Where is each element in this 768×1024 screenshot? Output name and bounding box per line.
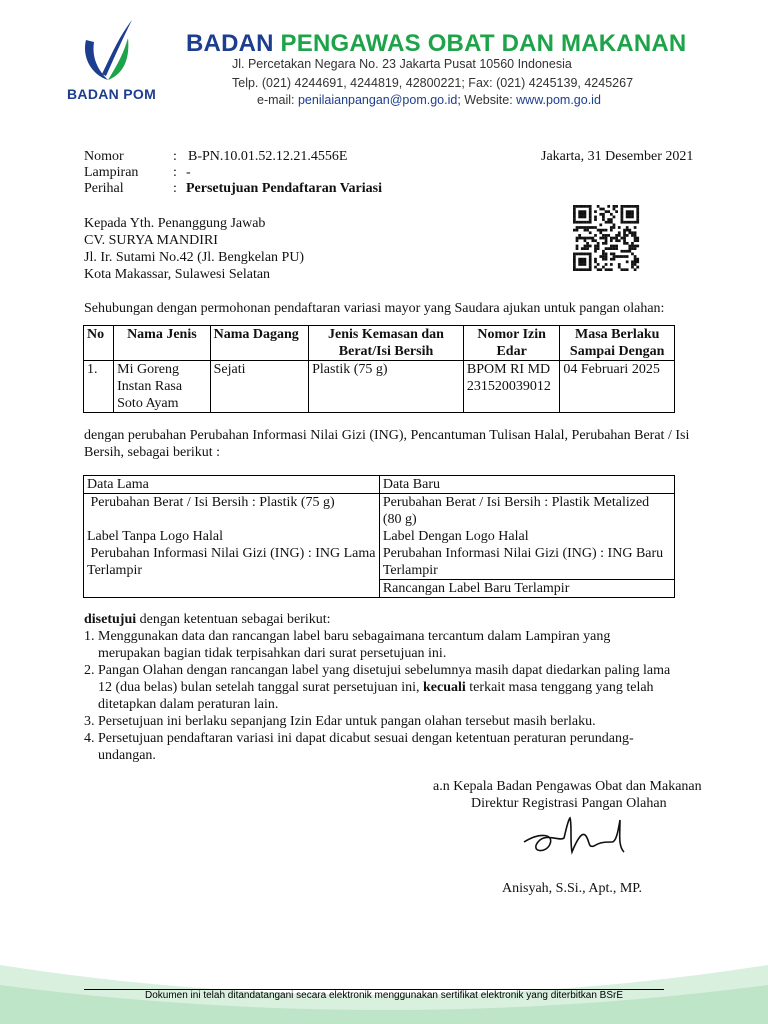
intro-text: Sehubungan dengan permohonan pendaftaran variasi mayor yang Saudara ajukan untuk pangan olahan: — [84, 301, 665, 316]
table-row — [84, 494, 675, 598]
agency-name-part2: PENGAWAS OBAT DAN MAKANAN — [280, 30, 687, 57]
nomor-value: B-PN.10.01.52.12.21.4556E — [188, 149, 348, 164]
header-izin-edar: Nomor Izin Edar — [463, 326, 559, 361]
badan-pom-logo-icon — [80, 18, 140, 84]
signature-line1: a.n Kepala Badan Pengawas Obat dan Makanan — [433, 779, 702, 794]
cell-nama-dagang: Sejati — [210, 361, 309, 413]
footer-text: Dokumen ini telah ditandatangani secara elektronik menggunakan sertifikat elektronik yang diterbitkan BSrE — [144, 990, 624, 1001]
agency-name — [186, 30, 686, 58]
cell-izin-edar: BPOM RI MD 231520039012 — [463, 361, 559, 413]
agency-address: Jl. Percetakan Negara No. 23 Jakarta Pusat 10560 Indonesia — [232, 57, 572, 71]
agency-phone: Telp. (021) 4244691, 4244819, 42800221; Fax: (021) 4245139, 4245267 — [232, 76, 634, 90]
new-item-3: Perubahan Informasi Nilai Gizi (ING) : ING Baru Terlampir — [382, 546, 664, 578]
condition-4: 4. Persetujuan pendaftaran variasi ini dapat dicabut sesuai dengan ketentuan peraturan perundang-undangan. — [98, 730, 674, 764]
header-no: No — [84, 326, 114, 361]
perihal-label: Perihal — [84, 181, 124, 196]
lampiran-value: - — [186, 165, 191, 180]
recipient-line2: CV. SURYA MANDIRI — [84, 233, 218, 248]
change-text: dengan perubahan Perubahan Informasi Nilai Gizi (ING), Pencantuman Tulisan Halal, Perubahan Berat / Isi Bersih, sebagai berikut : — [84, 428, 690, 460]
perihal-colon: : — [173, 181, 177, 196]
approved-word: disetujui — [84, 612, 137, 627]
header-data-baru: Data Baru — [379, 476, 674, 494]
condition-1: 1. Menggunakan data dan rancangan label baru sebagaimana tercantum dalam Lampiran yang merupakan bagian tidak terpisahkan dari surat persetujuan ini. — [98, 628, 674, 662]
lampiran-colon: : — [173, 165, 177, 180]
new-item-2: Label Dengan Logo Halal — [382, 529, 529, 544]
table-row — [84, 361, 675, 413]
handwritten-signature-icon — [520, 812, 630, 864]
agency-contact: e-mail: penilaianpangan@pom.go.id; Website: www.pom.go.id — [257, 93, 601, 107]
approval-heading: disetujui dengan ketentuan sebagai berikut: — [84, 612, 331, 627]
signatory-name: Anisyah, S.Si., Apt., MP. — [502, 881, 643, 896]
variation-table-header — [84, 476, 675, 494]
email-link[interactable]: penilaianpangan@pom.go.id — [297, 93, 458, 107]
conditions-list — [84, 628, 674, 764]
recipient-line1: Kepada Yth. Penanggung Jawab — [84, 216, 266, 231]
lampiran-label: Lampiran — [84, 165, 139, 180]
cell-nama-jenis: Mi Goreng Instan Rasa Soto Ayam — [114, 361, 210, 413]
qr-code-icon — [573, 205, 641, 271]
cell-no: 1. — [84, 361, 114, 413]
place-date: Jakarta, 31 Desember 2021 — [541, 149, 694, 164]
old-item-1: Perubahan Berat / Isi Bersih : Plastik (75 g) — [87, 495, 335, 510]
new-item-4: Rancangan Label Baru Terlampir — [380, 579, 674, 597]
signature-line2: Direktur Registrasi Pangan Olahan — [471, 796, 667, 811]
product-table — [83, 325, 675, 413]
header-kemasan: Jenis Kemasan dan Berat/Isi Bersih — [309, 326, 464, 361]
agency-name-part1: BADAN — [186, 30, 281, 57]
header-data-lama: Data Lama — [84, 476, 380, 494]
perihal-value: Persetujuan Pendaftaran Variasi — [186, 181, 382, 196]
cell-kemasan: Plastik (75 g) — [309, 361, 464, 413]
new-item-1: Perubahan Berat / Isi Bersih : Plastik Metalized (80 g) — [382, 495, 650, 527]
cell-data-baru — [379, 494, 674, 598]
condition-3: 3. Persetujuan ini berlaku sepanjang Izin Edar untuk pangan olahan tersebut masih berlaku. — [98, 713, 674, 730]
header-nama-jenis: Nama Jenis — [114, 326, 210, 361]
logo-text: BADAN POM — [67, 86, 157, 102]
condition-2: 2. Pangan Olahan dengan rancangan label yang disetujui sebelumnya masih dapat diedarkan paling lama 12 (dua belas) bulan setelah tanggal surat persetujuan ini, kecuali terkait masa tenggang yang telah ditetapkan dalam peraturan lain. — [98, 662, 674, 713]
header-nama-dagang: Nama Dagang — [210, 326, 309, 361]
old-item-3: Perubahan Informasi Nilai Gizi (ING) : ING Lama Terlampir — [87, 546, 379, 578]
nomor-colon: : — [173, 149, 177, 164]
recipient-line3: Jl. Ir. Sutami No.42 (Jl. Bengkelan PU) — [84, 250, 305, 265]
variation-table — [83, 475, 675, 598]
nomor-label: Nomor — [84, 149, 124, 164]
website-link[interactable]: www.pom.go.id — [516, 93, 601, 107]
product-table-header — [84, 326, 675, 361]
header-masa-berlaku: Masa Berlaku Sampai Dengan — [560, 326, 675, 361]
cell-data-lama — [84, 494, 380, 598]
cell-masa-berlaku: 04 Februari 2025 — [560, 361, 675, 413]
recipient-line4: Kota Makassar, Sulawesi Selatan — [84, 267, 271, 282]
old-item-2: Label Tanpa Logo Halal — [87, 529, 223, 544]
